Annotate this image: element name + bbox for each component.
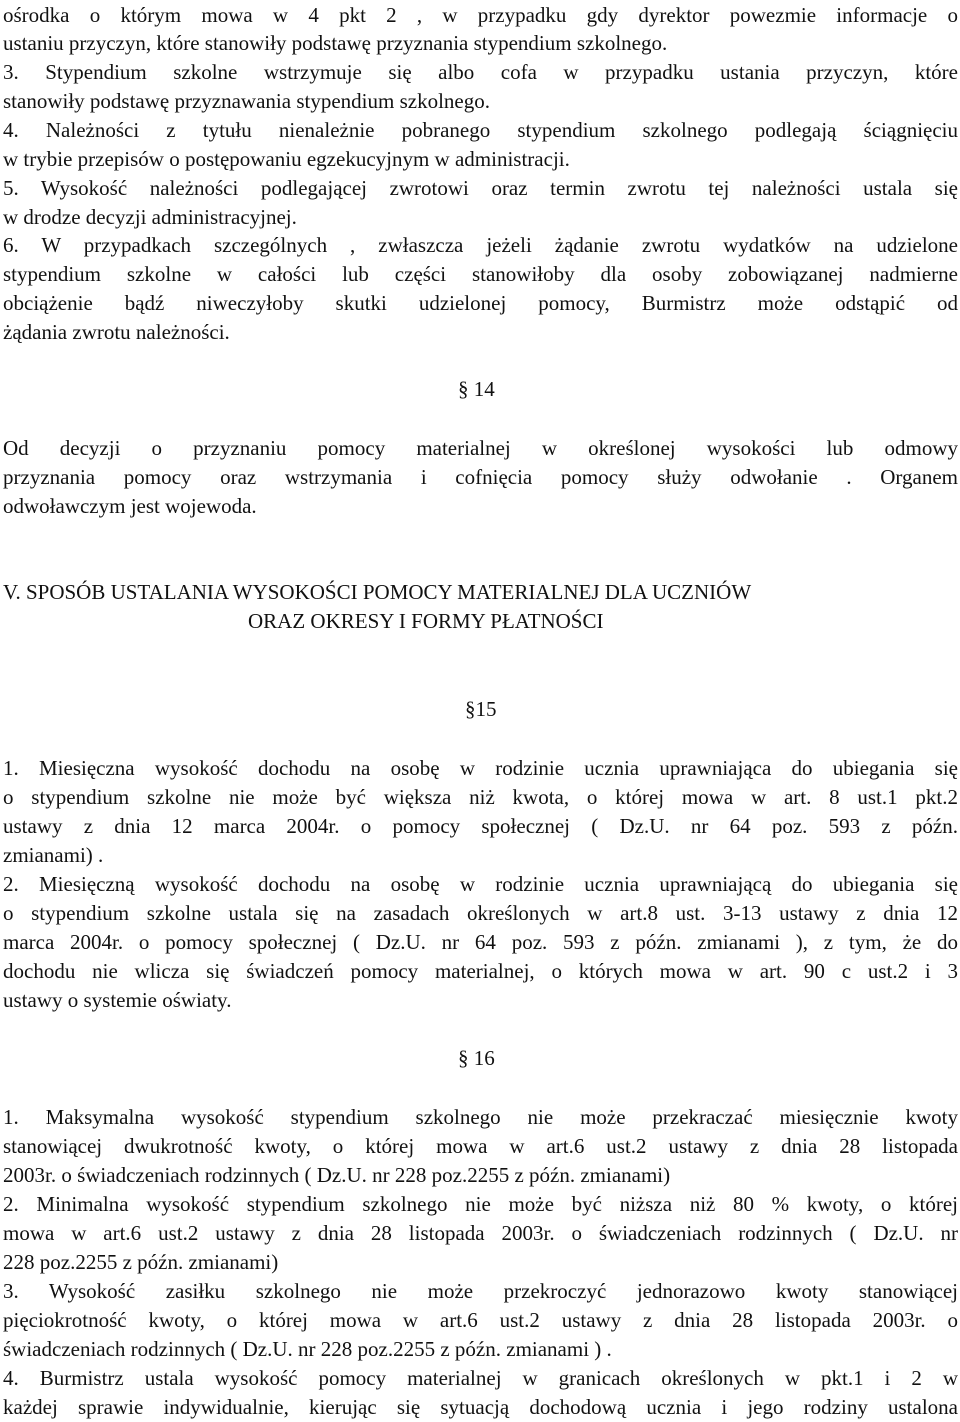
text-line: stypendium szkolne w całości lub części stanowiłoby dla osoby zobowiązanej nadmierne bbox=[3, 262, 958, 286]
section-heading-16: § 16 bbox=[458, 1046, 495, 1070]
text-line: 4. Burmistrz ustala wysokość pomocy materialnej w granicach określonych w pkt.1 i 2 w bbox=[3, 1366, 958, 1390]
section-heading-15: §15 bbox=[465, 697, 497, 721]
text-line: w trybie przepisów o postępowaniu egzekucyjnym w administracji. bbox=[3, 147, 570, 171]
text-line: w drodze decyzji administracyjnej. bbox=[3, 205, 297, 229]
text-line: stanowiły podstawę przyznawania stypendium szkolnego. bbox=[3, 89, 490, 113]
text-line: pięciokrotność kwoty, o której mowa w art.6 ust.2 ustawy z dnia 28 listopada 2003r. o bbox=[3, 1308, 958, 1332]
text-line: 5. Wysokość należności podlegającej zwrotowi oraz termin zwrotu tej należności ustala się bbox=[3, 176, 958, 200]
text-line: Od decyzji o przyznaniu pomocy materialnej w określonej wysokości lub odmowy bbox=[3, 436, 958, 460]
text-line: 228 poz.2255 z późn. zmianami) bbox=[3, 1250, 279, 1274]
text-line: ustawy o systemie oświaty. bbox=[3, 988, 232, 1012]
text-line: żądania zwrotu należności. bbox=[3, 320, 230, 344]
text-line: obciążenie bądź niweczyłoby skutki udzielonej pomocy, Burmistrz może odstąpić od bbox=[3, 291, 958, 315]
text-line: o stypendium szkolne nie może być większa niż kwota, o której mowa w art. 8 ust.1 pkt.2 bbox=[3, 785, 958, 809]
chapter-heading-line: ORAZ OKRESY I FORMY PŁATNOŚCI bbox=[248, 609, 604, 633]
text-line: zmianami) . bbox=[3, 843, 104, 867]
text-line: odwoławczym jest wojewoda. bbox=[3, 494, 257, 518]
text-line: ustaniu przyczyn, które stanowiły podstawę przyznania stypendium szkolnego. bbox=[3, 31, 668, 55]
text-line: 3. Stypendium szkolne wstrzymuje się albo cofa w przypadku ustania przyczyn, które bbox=[3, 60, 958, 84]
text-line: każdej sprawie indywidualnie, kierując się sytuacją dochodową ucznia i jego rodziny ustalona bbox=[3, 1395, 958, 1419]
text-line: 2. Miesięczną wysokość dochodu na osobę w rodzinie ucznia uprawniającą do ubiegania się bbox=[3, 872, 958, 896]
text-line: ustawy z dnia 12 marca 2004r. o pomocy społecznej ( Dz.U. nr 64 poz. 593 z późn. bbox=[3, 814, 958, 838]
text-line: marca 2004r. o pomocy społecznej ( Dz.U. nr 64 poz. 593 z późn. zmianami ), z tym, że do bbox=[3, 930, 958, 954]
text-line: ośrodka o którym mowa w 4 pkt 2 , w przypadku gdy dyrektor powezmie informacje o bbox=[3, 3, 958, 27]
text-line: dochodu nie wlicza się świadczeń pomocy materialnej, o których mowa w art. 90 c ust.2 i 3 bbox=[3, 959, 958, 983]
text-line: 1. Miesięczna wysokość dochodu na osobę w rodzinie ucznia uprawniająca do ubiegania się bbox=[3, 756, 958, 780]
text-line: przyznania pomocy oraz wstrzymania i cofnięcia pomocy służy odwołanie . Organem bbox=[3, 465, 958, 489]
chapter-heading-line: V. SPOSÓB USTALANIA WYSOKOŚCI POMOCY MATERIALNEJ DLA UCZNIÓW bbox=[3, 580, 752, 604]
text-line: 2. Minimalna wysokość stypendium szkolnego nie może być niższa niż 80 % kwoty, o której bbox=[3, 1192, 958, 1216]
text-line: stanowiącej dwukrotność kwoty, o której mowa w art.6 ust.2 ustawy z dnia 28 listopada bbox=[3, 1134, 958, 1158]
text-line: mowa w art.6 ust.2 ustawy z dnia 28 listopada 2003r. o świadczeniach rodzinnych ( Dz.U. nr bbox=[3, 1221, 958, 1245]
text-line: 2003r. o świadczeniach rodzinnych ( Dz.U. nr 228 poz.2255 z późn. zmianami) bbox=[3, 1163, 671, 1187]
text-line: 6. W przypadkach szczególnych , zwłaszcza jeżeli żądanie zwrotu wydatków na udzielone bbox=[3, 233, 958, 257]
text-line: 3. Wysokość zasiłku szkolnego nie może przekroczyć jednorazowo kwoty stanowiącej bbox=[3, 1279, 958, 1303]
text-line: 4. Należności z tytułu nienależnie pobranego stypendium szkolnego podlegają ściągnięciu bbox=[3, 118, 958, 142]
text-line: o stypendium szkolne ustala się na zasadach określonych w art.8 ust. 3-13 ustawy z dnia 12 bbox=[3, 901, 958, 925]
section-heading-14: § 14 bbox=[458, 377, 495, 401]
text-line: 1. Maksymalna wysokość stypendium szkolnego nie może przekraczać miesięcznie kwoty bbox=[3, 1105, 958, 1129]
text-line: świadczeniach rodzinnych ( Dz.U. nr 228 poz.2255 z późn. zmianami ) . bbox=[3, 1337, 612, 1361]
